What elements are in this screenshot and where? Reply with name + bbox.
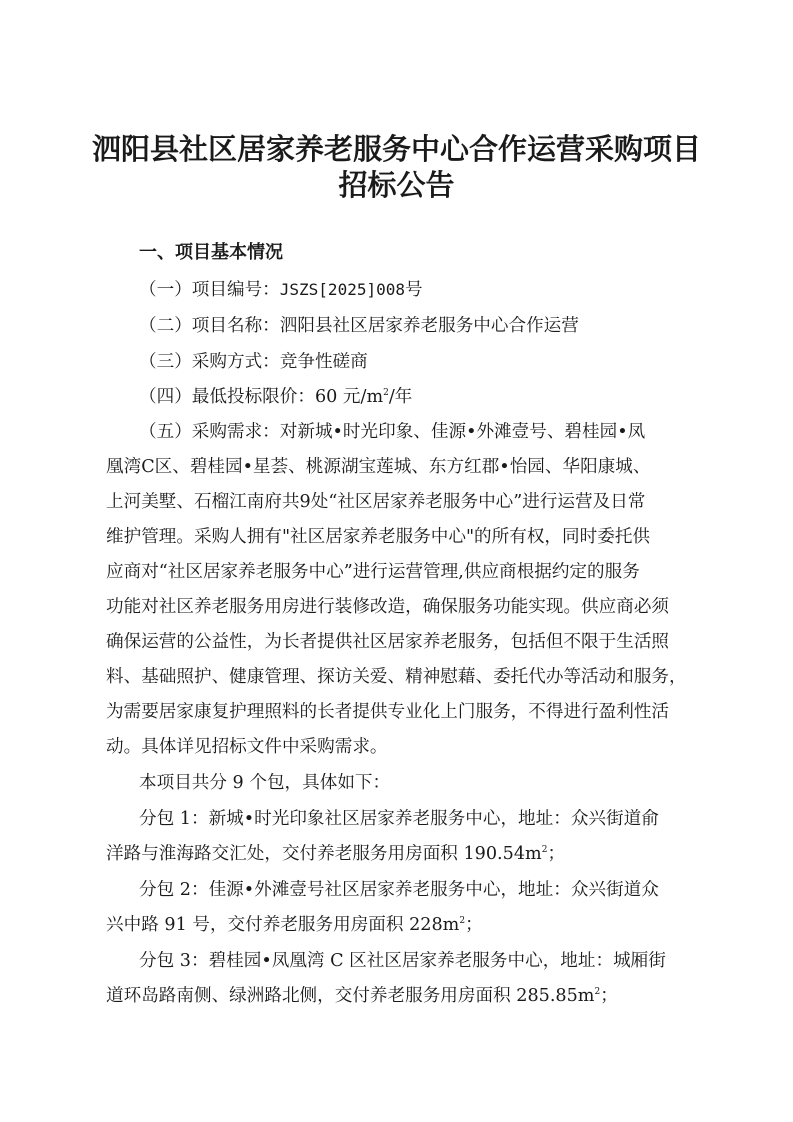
package-3-end: ； [600, 986, 618, 1006]
item-max-price-suffix: /年 [388, 387, 413, 407]
section-heading-basic-info: 一、项目基本情况 [139, 242, 283, 263]
requirements-line-9: 为需要居家康复护理照料的长者提供专业化上门服务，不得进行盈利性活 [106, 702, 670, 722]
requirements-line-7: 确保运营的公益性，为长者提供社区居家养老服务，包括但不限于生活照 [106, 632, 670, 652]
document-title-line-1: 泗阳县社区居家养老服务中心合作运营采购项目 [91, 132, 701, 166]
requirements-line-10: 动。具体详见招标文件中采购需求。 [106, 737, 388, 757]
package-1-end: ； [547, 844, 566, 864]
package-1-area-sup: 2 [541, 845, 548, 856]
package-2-line-1: 分包 2：佳源•外滩壹号社区居家养老服务中心，地址：众兴街道众 [139, 880, 659, 900]
requirements-line-4: 维护管理。采购人拥有"社区居家养老服务中心"的所有权，同时委托供 [106, 527, 651, 547]
requirements-line-2: 凰湾C区、碧桂园•星荟、桃源湖宝莲城、东方红郡•怡园、华阳康城、 [106, 457, 651, 477]
item-max-price-text: （四）最低投标限价：60 元/m [139, 387, 384, 407]
item-max-price-sup: 2 [383, 388, 389, 399]
requirements-line-1: （五）采购需求：对新城•时光印象、佳源•外滩壹号、碧桂园•凤 [139, 422, 646, 442]
item-max-price [139, 384, 793, 410]
package-3-line-2 [106, 983, 793, 1009]
requirements-line-6: 功能对社区养老服务用房进行装修改造，确保服务功能实现。供应商必须 [106, 597, 670, 617]
requirements-line-3: 上河美墅、石榴江南府共9处“社区居家养老服务中心”进行运营及日常 [106, 492, 646, 512]
package-1-line-1: 分包 1：新城•时光印象社区居家养老服务中心，地址：众兴街道俞 [139, 809, 659, 829]
package-2-area-sup: 2 [459, 916, 466, 927]
package-3-area-sup: 2 [594, 987, 601, 998]
package-1-area-text: 洋路与淮海路交汇处，交付养老服务用房面积 190.54m [106, 844, 542, 864]
package-2-end: ； [465, 915, 483, 935]
item-project-number-value: JSZS[2025]008 [279, 280, 405, 299]
package-1-line-2 [106, 841, 793, 867]
package-2-line-2 [106, 912, 793, 938]
package-2-area-text: 兴中路 91 号，交付养老服务用房面积 228m [106, 915, 460, 935]
package-3-area-text: 道环岛路南侧、绿洲路北侧，交付养老服务用房面积 285.85m [106, 986, 595, 1006]
item-project-number-label: （一）项目编号： [139, 280, 280, 300]
requirements-line-8: 料、基础照护、健康管理、探访关爱、精神慰藉、委托代办等活动和服务， [106, 667, 687, 687]
package-3-line-1: 分包 3：碧桂园•凤凰湾 C 区社区居家养老服务中心，地址：城厢街 [139, 951, 666, 971]
item-project-number-suffix: 号 [405, 280, 423, 300]
item-project-number [139, 277, 793, 303]
requirements-line-5: 应商对“社区居家养老服务中心”进行运营管理,供应商根据约定的服务 [106, 562, 640, 582]
document-title-line-2: 招标公告 [338, 168, 455, 202]
packages-intro: 本项目共分 9 个包，具体如下： [139, 773, 391, 793]
item-procurement-method: （三）采购方式：竞争性磋商 [139, 352, 368, 372]
item-project-name: （二）项目名称：泗阳县社区居家养老服务中心合作运营 [139, 316, 579, 336]
